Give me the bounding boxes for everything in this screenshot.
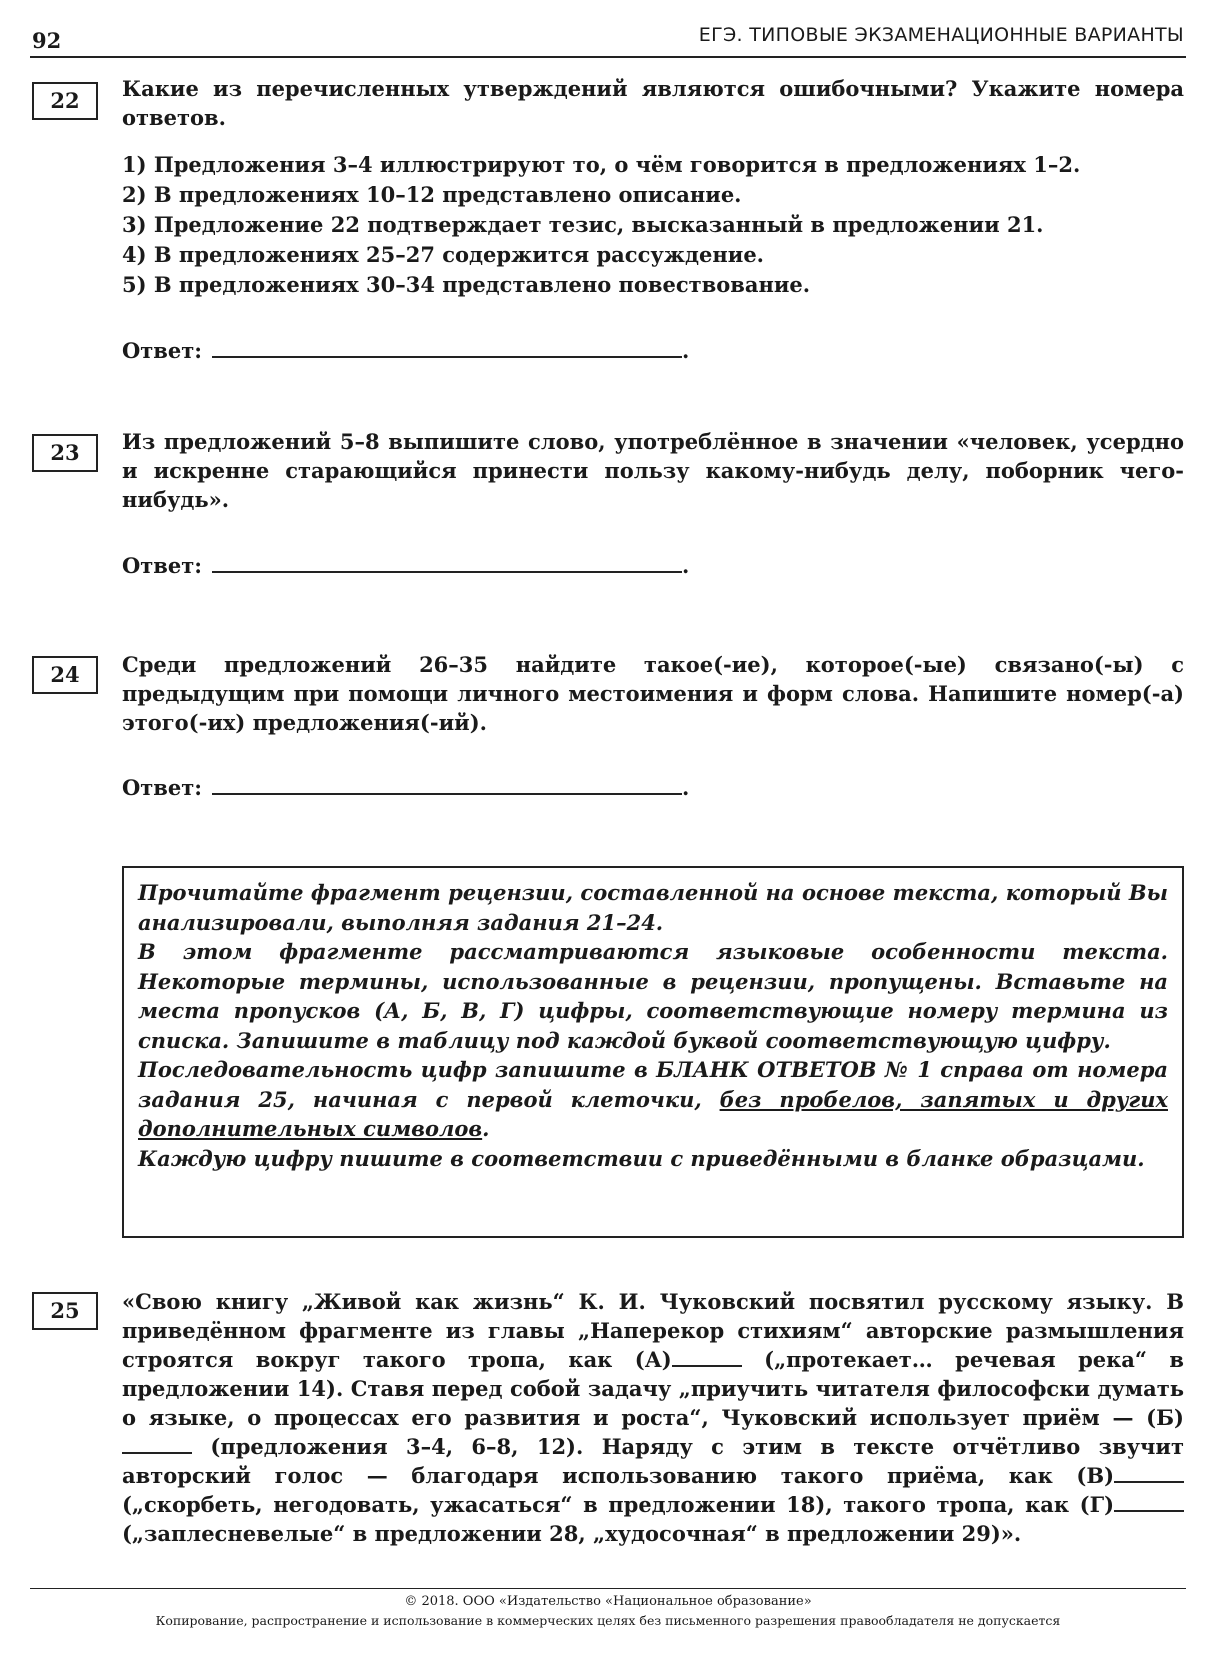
task-25-part-3: (предложения 3–4, 6–8, 12). Наряду с этим в тексте отчётливо звучит авторский голос — благодаря использованию такого приёма, как (В): [122, 1434, 1184, 1488]
blank-v[interactable]: [1114, 1463, 1184, 1483]
option-4: 4) В предложениях 25–27 содержится рассуждение.: [122, 242, 764, 267]
instruction-para-3-end: .: [482, 1116, 490, 1141]
blank-a[interactable]: [672, 1347, 742, 1367]
task-25-text: [122, 1287, 1184, 1548]
answer-field-23[interactable]: [212, 551, 682, 573]
answer-field-22[interactable]: [212, 336, 682, 358]
instruction-box: [122, 866, 1184, 1238]
option-1: 1) Предложения 3–4 иллюстрируют то, о чём говорится в предложениях 1–2.: [122, 152, 1081, 177]
answer-22: Ответ: .: [122, 338, 690, 363]
page-number: 92: [32, 28, 62, 53]
task-24-question: Среди предложений 26–35 найдите такое(-ие), которое(-ые) связано(-ы) с предыдущим при помощи личного местоимения и форм слова. Напишите номер(-а) этого(-их) предложения(-ий).: [122, 652, 1184, 735]
task-22-question: Какие из перечисленных утверждений являются ошибочными? Укажите номера ответов.: [122, 76, 1184, 130]
blank-b[interactable]: [122, 1434, 192, 1454]
answer-label: Ответ:: [122, 553, 203, 578]
instruction-para-3-start: Последовательность цифр запишите в БЛАНК ОТВЕТОВ № 1 справа от номера задания 25, начиная с первой клеточки,: [138, 1057, 1168, 1112]
footer-divider: [30, 1588, 1186, 1589]
task-25-part-1: «Свою книгу „Живой как жизнь“ К. И. Чуковский посвятил русскому языку. В приведённом фрагменте из главы „Наперекор стихиям“ авторские размышления строятся вокруг такого тропа, как (А): [122, 1289, 1184, 1372]
option-3: 3) Предложение 22 подтверждает тезис, высказанный в предложении 21.: [122, 212, 1044, 237]
task-number-24: 24: [32, 656, 98, 694]
task-number-25: 25: [32, 1292, 98, 1330]
instruction-underlined: без пробелов, запятых и других дополнительных символов: [138, 1086, 1168, 1141]
task-25-part-5: („заплесневелые“ в предложении 28, „худосочная“ в предложении 29)».: [122, 1521, 1022, 1546]
instruction-para-4: Каждую цифру пишите в соответствии с приведёнными в бланке образцами.: [138, 1145, 1145, 1171]
running-header: ЕГЭ. ТИПОВЫЕ ЭКЗАМЕНАЦИОННЫЕ ВАРИАНТЫ: [698, 24, 1184, 46]
task-25-part-2: („протекает… речевая река“ в предложении 14). Ставя перед собой задачу „приучить читателя философски думать о языке, о процессах его развития и роста“, Чуковский использует приём — (Б): [122, 1347, 1184, 1430]
answer-label: Ответ:: [122, 338, 203, 363]
task-number-22: 22: [32, 82, 98, 120]
footer-notice: Копирование, распространение и использование в коммерческих целях без письменного разрешения правообладателя не допускается: [155, 1613, 1061, 1628]
task-22-options: [122, 150, 1184, 300]
answer-field-24[interactable]: [212, 773, 682, 795]
option-5: 5) В предложениях 30–34 представлено повествование.: [122, 272, 811, 297]
answer-23: Ответ: .: [122, 553, 690, 578]
header-divider: [30, 56, 1186, 58]
instruction-para-3: [138, 1055, 1168, 1144]
task-23-question: Из предложений 5–8 выпишите слово, употреблённое в значении «человек, усердно и искренне старающийся принести пользу какому-нибудь делу, поборник чего-нибудь».: [122, 429, 1184, 512]
footer-copyright: © 2018. ООО «Издательство «Национальное образование»: [404, 1594, 812, 1609]
answer-label: Ответ:: [122, 775, 203, 800]
blank-g[interactable]: [1114, 1492, 1184, 1512]
instruction-para-1: Прочитайте фрагмент рецензии, составленной на основе текста, который Вы анализировали, выполняя задания 21–24.: [138, 880, 1168, 935]
instruction-para-2: В этом фрагменте рассматриваются языковые особенности текста. Некоторые термины, использованные в рецензии, пропущены. Вставьте на места пропусков (А, Б, В, Г) цифры, соответствующие номеру термина из списка. Запишите в таблицу под каждой буквой соответствующую цифру.: [138, 939, 1168, 1053]
answer-24: Ответ: .: [122, 775, 690, 800]
option-2: 2) В предложениях 10–12 представлено описание.: [122, 182, 742, 207]
task-number-23: 23: [32, 434, 98, 472]
task-25-part-4: („скорбеть, негодовать, ужасаться“ в предложении 18), такого тропа, как (Г): [122, 1492, 1114, 1517]
